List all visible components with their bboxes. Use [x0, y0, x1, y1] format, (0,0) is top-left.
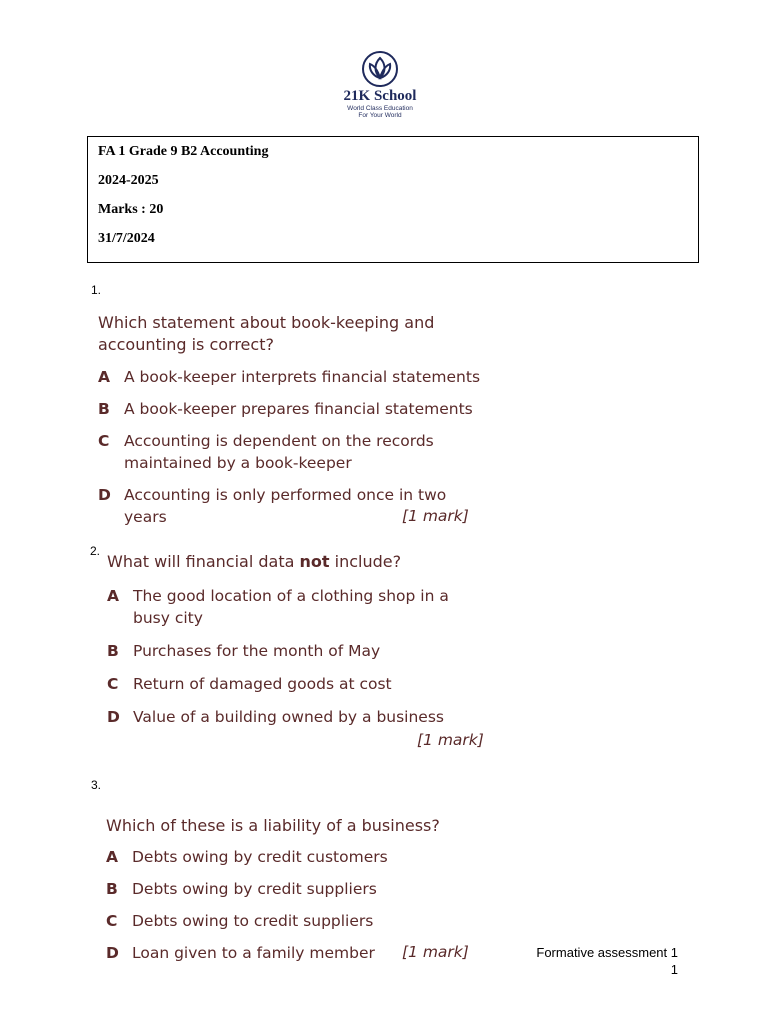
question-stem: accounting is correct?	[98, 335, 274, 354]
option-text: The good location of a clothing shop in a	[133, 587, 449, 605]
assessment-info-box	[87, 136, 699, 263]
option-text: Loan given to a family member	[132, 944, 375, 962]
question-1	[98, 312, 518, 528]
stem-emphasis: not	[299, 552, 330, 571]
option-letter: D	[107, 708, 120, 726]
option-text: Purchases for the month of May	[133, 642, 381, 660]
option-letter: A	[106, 848, 118, 866]
option-letter: B	[106, 880, 118, 898]
option-c	[106, 910, 506, 932]
option-letter: D	[98, 486, 111, 504]
option-text: Value of a building owned by a business	[133, 708, 444, 726]
assessment-title: FA 1 Grade 9 B2 Accounting	[98, 144, 269, 159]
assessment-date: 31/7/2024	[98, 231, 155, 246]
option-letter: D	[106, 944, 119, 962]
question-mark: [1 mark]	[417, 731, 484, 749]
academic-year: 2024-2025	[98, 173, 159, 188]
footer-title: Formative assessment 1	[536, 945, 678, 960]
logo-tagline: For Your World	[358, 112, 402, 119]
question-3	[106, 815, 506, 964]
question-mark: [1 mark]	[402, 943, 469, 961]
option-text: Debts owing to credit suppliers	[132, 912, 374, 930]
option-a	[107, 585, 527, 629]
option-b	[107, 640, 527, 662]
option-text: Debts owing by credit customers	[132, 848, 388, 866]
lotus-icon	[361, 50, 399, 88]
option-text: Debts owing by credit suppliers	[132, 880, 377, 898]
question-2	[107, 551, 527, 728]
option-c	[107, 673, 527, 695]
question-number: 3.	[91, 778, 102, 792]
question-stem	[107, 551, 527, 573]
option-c	[98, 430, 518, 474]
option-b	[98, 398, 518, 420]
option-a	[106, 846, 506, 868]
page-footer	[536, 944, 678, 978]
option-letter: B	[98, 400, 110, 418]
question-number: 1.	[91, 283, 102, 297]
option-a	[98, 366, 518, 388]
question-stem: Which of these is a liability of a business?	[106, 816, 440, 835]
option-letter: A	[107, 587, 119, 605]
question-mark: [1 mark]	[402, 507, 469, 525]
school-logo	[330, 50, 430, 119]
question-stem: Which statement about book-keeping and	[98, 313, 435, 332]
option-d	[107, 706, 527, 728]
option-text: maintained by a book-keeper	[124, 454, 352, 472]
option-letter: B	[107, 642, 119, 660]
option-b	[106, 878, 506, 900]
option-letter: C	[107, 675, 119, 693]
page-number: 1	[670, 962, 678, 977]
logo-tagline: World Class Education	[347, 105, 413, 112]
total-marks: Marks : 20	[98, 202, 164, 217]
logo-name: 21K School	[343, 88, 417, 104]
option-letter: C	[106, 912, 118, 930]
option-text: Accounting is only performed once in two	[124, 486, 447, 504]
option-text: A book-keeper prepares financial statements	[124, 400, 473, 418]
option-text: Return of damaged goods at cost	[133, 675, 392, 693]
option-text: years	[124, 508, 167, 526]
stem-text: include?	[329, 552, 402, 571]
option-letter: C	[98, 432, 110, 450]
option-text: A book-keeper interprets financial statements	[124, 368, 481, 386]
stem-text: What will financial data	[107, 552, 300, 571]
option-letter: A	[98, 368, 110, 386]
option-text: Accounting is dependent on the records	[124, 432, 434, 450]
option-text: busy city	[133, 609, 203, 627]
question-number: 2.	[90, 544, 101, 558]
